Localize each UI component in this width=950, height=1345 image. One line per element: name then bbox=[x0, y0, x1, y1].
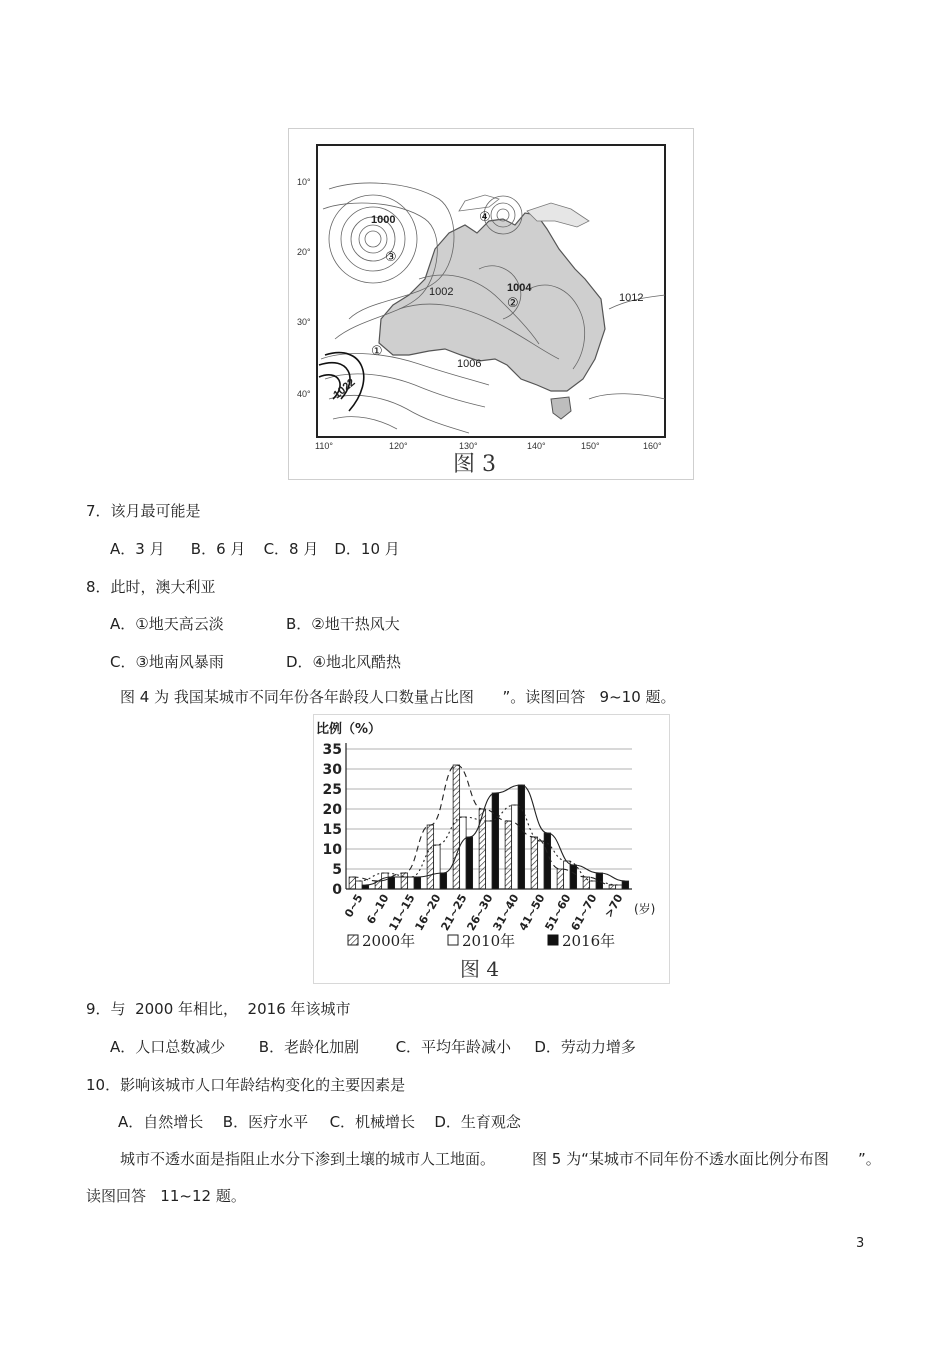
isobar-map bbox=[289, 129, 693, 479]
lon-label: 110° bbox=[315, 441, 333, 451]
point-marker: ② bbox=[507, 296, 519, 311]
q8-stem: 8．此时，澳大利亚 bbox=[86, 578, 216, 596]
y-tick-label: 35 bbox=[322, 742, 342, 758]
y-tick-label: 10 bbox=[322, 842, 342, 858]
q10-option-c: C．机械增长 bbox=[329, 1113, 416, 1131]
isobar-label: 1006 bbox=[457, 358, 482, 370]
lat-label: 30° bbox=[297, 317, 311, 327]
lat-label: 10° bbox=[297, 177, 311, 187]
bar-2000年 bbox=[401, 873, 408, 889]
point-marker: ③ bbox=[385, 250, 397, 265]
q8-option-d: D．④地北风酷热 bbox=[286, 653, 401, 671]
bar-2010年 bbox=[616, 885, 623, 889]
lon-label: 140° bbox=[527, 441, 546, 451]
bar-2016年 bbox=[570, 865, 577, 889]
lon-label: 160° bbox=[643, 441, 662, 451]
bar-2010年 bbox=[356, 881, 363, 889]
figure-5-intro-b: 图 5 为“某城市不同年份不透水面比例分布图 bbox=[532, 1150, 829, 1168]
x-tick-label: 21~25 bbox=[438, 892, 470, 934]
x-tick-label: 6~10 bbox=[364, 892, 392, 927]
q8-option-a: A．①地天高云淡 bbox=[110, 615, 224, 633]
bar-2010年 bbox=[460, 817, 467, 889]
figure-3-frame bbox=[288, 128, 694, 480]
legend-2000: 2000年 bbox=[362, 932, 416, 950]
bar-2010年 bbox=[512, 805, 519, 889]
bar-2010年 bbox=[564, 861, 571, 889]
bar-2000年 bbox=[427, 825, 434, 889]
figure-3-caption: 图 3 bbox=[453, 452, 496, 477]
x-tick-label: 11~15 bbox=[386, 892, 418, 934]
bar-2016年 bbox=[414, 877, 421, 889]
y-tick-label: 30 bbox=[322, 762, 342, 778]
y-tick-label: 25 bbox=[322, 782, 342, 798]
bar-2010年 bbox=[486, 821, 493, 889]
q7-stem: 7．该月最可能是 bbox=[86, 502, 201, 520]
lon-label: 120° bbox=[389, 441, 408, 451]
x-tick-label: 0~5 bbox=[342, 892, 366, 920]
legend-swatch-2000 bbox=[348, 935, 358, 945]
page-number: 3 bbox=[856, 1236, 865, 1251]
bar-2000年 bbox=[609, 885, 616, 889]
lon-label: 150° bbox=[581, 441, 600, 451]
bar-2000年 bbox=[349, 877, 356, 889]
isobar-label: 1022 bbox=[331, 376, 358, 402]
bar-2010年 bbox=[538, 841, 545, 889]
figure-4-frame bbox=[313, 714, 670, 984]
bar-2016年 bbox=[466, 837, 473, 889]
bar-2000年 bbox=[453, 765, 460, 889]
bar-2016年 bbox=[492, 793, 499, 889]
isobar-label: 1000 bbox=[371, 214, 396, 226]
isobar-label: 1004 bbox=[507, 282, 532, 294]
x-tick-label: 41~50 bbox=[516, 892, 548, 934]
q7-option-a: A．3 月 bbox=[110, 540, 165, 558]
x-tick-label: 16~20 bbox=[412, 892, 444, 934]
y-axis-title: 比例（%） bbox=[316, 722, 382, 737]
y-tick-label: 5 bbox=[332, 862, 342, 878]
figure-5-intro-a: 城市不透水面是指阻止水分下渗到土壤的城市人工地面。 bbox=[120, 1150, 496, 1168]
figure-5-intro-line2: 读图回答 11~12 题。 bbox=[86, 1187, 246, 1205]
q8-option-c: C．③地南风暴雨 bbox=[110, 653, 224, 671]
legend-swatch-2016 bbox=[548, 935, 558, 945]
q7-options bbox=[110, 538, 400, 559]
q9-option-a: A．人口总数减少 bbox=[110, 1038, 226, 1056]
y-tick-label: 20 bbox=[322, 802, 342, 818]
figure-4-caption: 图 4 bbox=[460, 957, 500, 981]
age-structure-chart bbox=[314, 715, 669, 983]
q9-options bbox=[110, 1036, 636, 1057]
x-tick-label: 51~60 bbox=[542, 892, 574, 934]
q7-option-c: C．8 月 bbox=[263, 540, 319, 558]
bar-2016年 bbox=[388, 877, 395, 889]
bar-2010年 bbox=[408, 877, 415, 889]
x-tick-label: 31~40 bbox=[490, 892, 522, 934]
bar-2000年 bbox=[531, 837, 538, 889]
legend-swatch-2010 bbox=[448, 935, 458, 945]
bar-2010年 bbox=[434, 845, 441, 889]
q9-option-c: C．平均年龄减小 bbox=[395, 1038, 512, 1056]
isobar-label: 1002 bbox=[429, 286, 454, 298]
x-tick-label: 61~70 bbox=[568, 892, 600, 934]
q10-option-a: A．自然增长 bbox=[118, 1113, 204, 1131]
q9-option-b: B．老龄化加剧 bbox=[258, 1038, 360, 1056]
bar-2010年 bbox=[590, 881, 597, 889]
bar-2016年 bbox=[362, 885, 369, 889]
q9-option-d: D．劳动力增多 bbox=[534, 1038, 636, 1056]
bar-2000年 bbox=[505, 821, 512, 889]
lat-label: 40° bbox=[297, 389, 311, 399]
bar-2000年 bbox=[583, 877, 590, 889]
bar-2016年 bbox=[440, 873, 447, 889]
legend-2016: 2016年 bbox=[562, 932, 616, 950]
q10-stem: 10．影响该城市人口年龄结构变化的主要因素是 bbox=[86, 1076, 406, 1094]
q8-option-b: B．②地干热风大 bbox=[286, 615, 400, 633]
figure-4-intro: 图 4 为 我国某城市不同年份各年龄段人口数量占比图 ”。读图回答 9~10 题。 bbox=[120, 688, 676, 706]
q7-option-b: B．6 月 bbox=[190, 540, 246, 558]
bar-2016年 bbox=[622, 881, 629, 889]
x-tick-label: 26~30 bbox=[464, 892, 496, 934]
bar-2000年 bbox=[557, 869, 564, 889]
y-tick-label: 15 bbox=[322, 822, 342, 838]
lon-label: 130° bbox=[459, 441, 478, 451]
q7-option-d: D．10 月 bbox=[334, 540, 400, 558]
x-tick-label: >70 bbox=[602, 892, 626, 920]
legend-2010: 2010年 bbox=[462, 932, 516, 950]
point-marker: ① bbox=[371, 344, 383, 359]
point-marker: ④ bbox=[479, 210, 491, 225]
q10-option-d: D．生育观念 bbox=[434, 1113, 521, 1131]
y-tick-label: 0 bbox=[332, 882, 342, 898]
q10-options bbox=[118, 1111, 521, 1132]
bar-2016年 bbox=[518, 785, 525, 889]
q9-stem: 9．与 2000 年相比， 2016 年该城市 bbox=[86, 1000, 351, 1018]
figure-5-intro-c: ”。 bbox=[858, 1150, 881, 1168]
q10-option-b: B．医疗水平 bbox=[222, 1113, 309, 1131]
lat-label: 20° bbox=[297, 247, 311, 257]
isobar-label: 1012 bbox=[619, 292, 644, 304]
x-axis-unit: (岁) bbox=[634, 902, 656, 916]
